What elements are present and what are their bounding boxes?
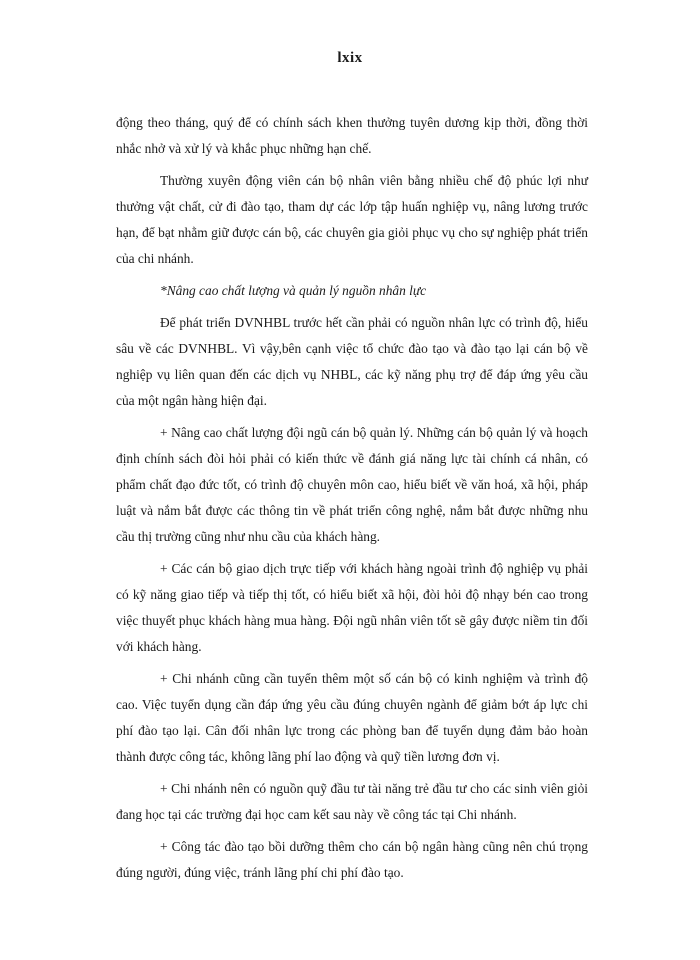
paragraph-management-quality: + Nâng cao chất lượng đội ngũ cán bộ quản lý. Những cán bộ quản lý và hoạch định chính sách đòi hỏi phải có kiến thức về đánh giá năng lực tài chính cá nhân, có phẩm chất đạo đức tốt, có trình độ chuyên môn cao, hiểu biết về văn hoá, xã hội, pháp luật và nắm bắt được các thông tin về phát triển công nghệ, nắm bắt được những nhu cầu thị trường cũng như nhu cầu của khách hàng. xyxy=(116,425,588,544)
document-body xyxy=(116,110,588,892)
paragraph-talent-fund: + Chi nhánh nên có nguồn quỹ đầu tư tài năng trẻ đầu tư cho các sinh viên giỏi đang học tại các trường đại học cam kết sau này về công tác tại Chi nhánh. xyxy=(116,781,588,822)
paragraph-human-resources: Để phát triển DVNHBL trước hết cần phải có nguồn nhân lực có trình độ, hiểu sâu về các DVNHBL. Vì vậy,bên cạnh việc tổ chức đào tạo và đào tạo lại cán bộ về nghiệp vụ liên quan đến các dịch vụ NHBL, các kỹ năng phụ trợ để đáp ứng yêu cầu của một ngân hàng hiện đại. xyxy=(116,315,588,408)
paragraph-transaction-staff: + Các cán bộ giao dịch trực tiếp với khách hàng ngoài trình độ nghiệp vụ phải có kỹ năng giao tiếp và tiếp thị tốt, có hiểu biết xã hội, đòi hỏi độ nhạy bén cao trong việc thuyết phục khách hàng mua hàng. Đội ngũ nhân viên tốt sẽ gây được niềm tin đối với khách hàng. xyxy=(116,561,588,654)
paragraph-employee-incentives: Thường xuyên động viên cán bộ nhân viên bằng nhiều chế độ phúc lợi như thưởng vật chất, cử đi đào tạo, tham dự các lớp tập huấn nghiệp vụ, nâng lương trước hạn, để bạt nhằm giữ được cán bộ, các chuyên gia giỏi phục vụ cho sự nghiệp phát triển của chi nhánh. xyxy=(116,173,588,266)
section-heading: *Nâng cao chất lượng và quản lý nguồn nhân lực xyxy=(160,283,427,298)
paragraph-training: + Công tác đào tạo bồi dưỡng thêm cho cán bộ ngân hàng cũng nên chú trọng đúng người, đúng việc, tránh lãng phí chi phí đào tạo. xyxy=(116,839,588,880)
paragraph-recruitment: + Chi nhánh cũng cần tuyển thêm một số cán bộ có kinh nghiệm và trình độ cao. Việc tuyển dụng cần đáp ứng yêu cầu đúng chuyên ngành để giảm bớt áp lực chi phí đào tạo lại. Cân đối nhân lực trong các phòng ban để tuyển dụng đảm bảo hoàn thành được công tác, không lãng phí lao động và quỹ tiền lương đơn vị. xyxy=(116,671,588,764)
paragraph-continuation: động theo tháng, quý để có chính sách khen thưởng tuyên dương kịp thời, đồng thời nhắc nhở và xử lý và khắc phục những hạn chế. xyxy=(116,115,588,156)
page-number: lxix xyxy=(337,50,363,66)
